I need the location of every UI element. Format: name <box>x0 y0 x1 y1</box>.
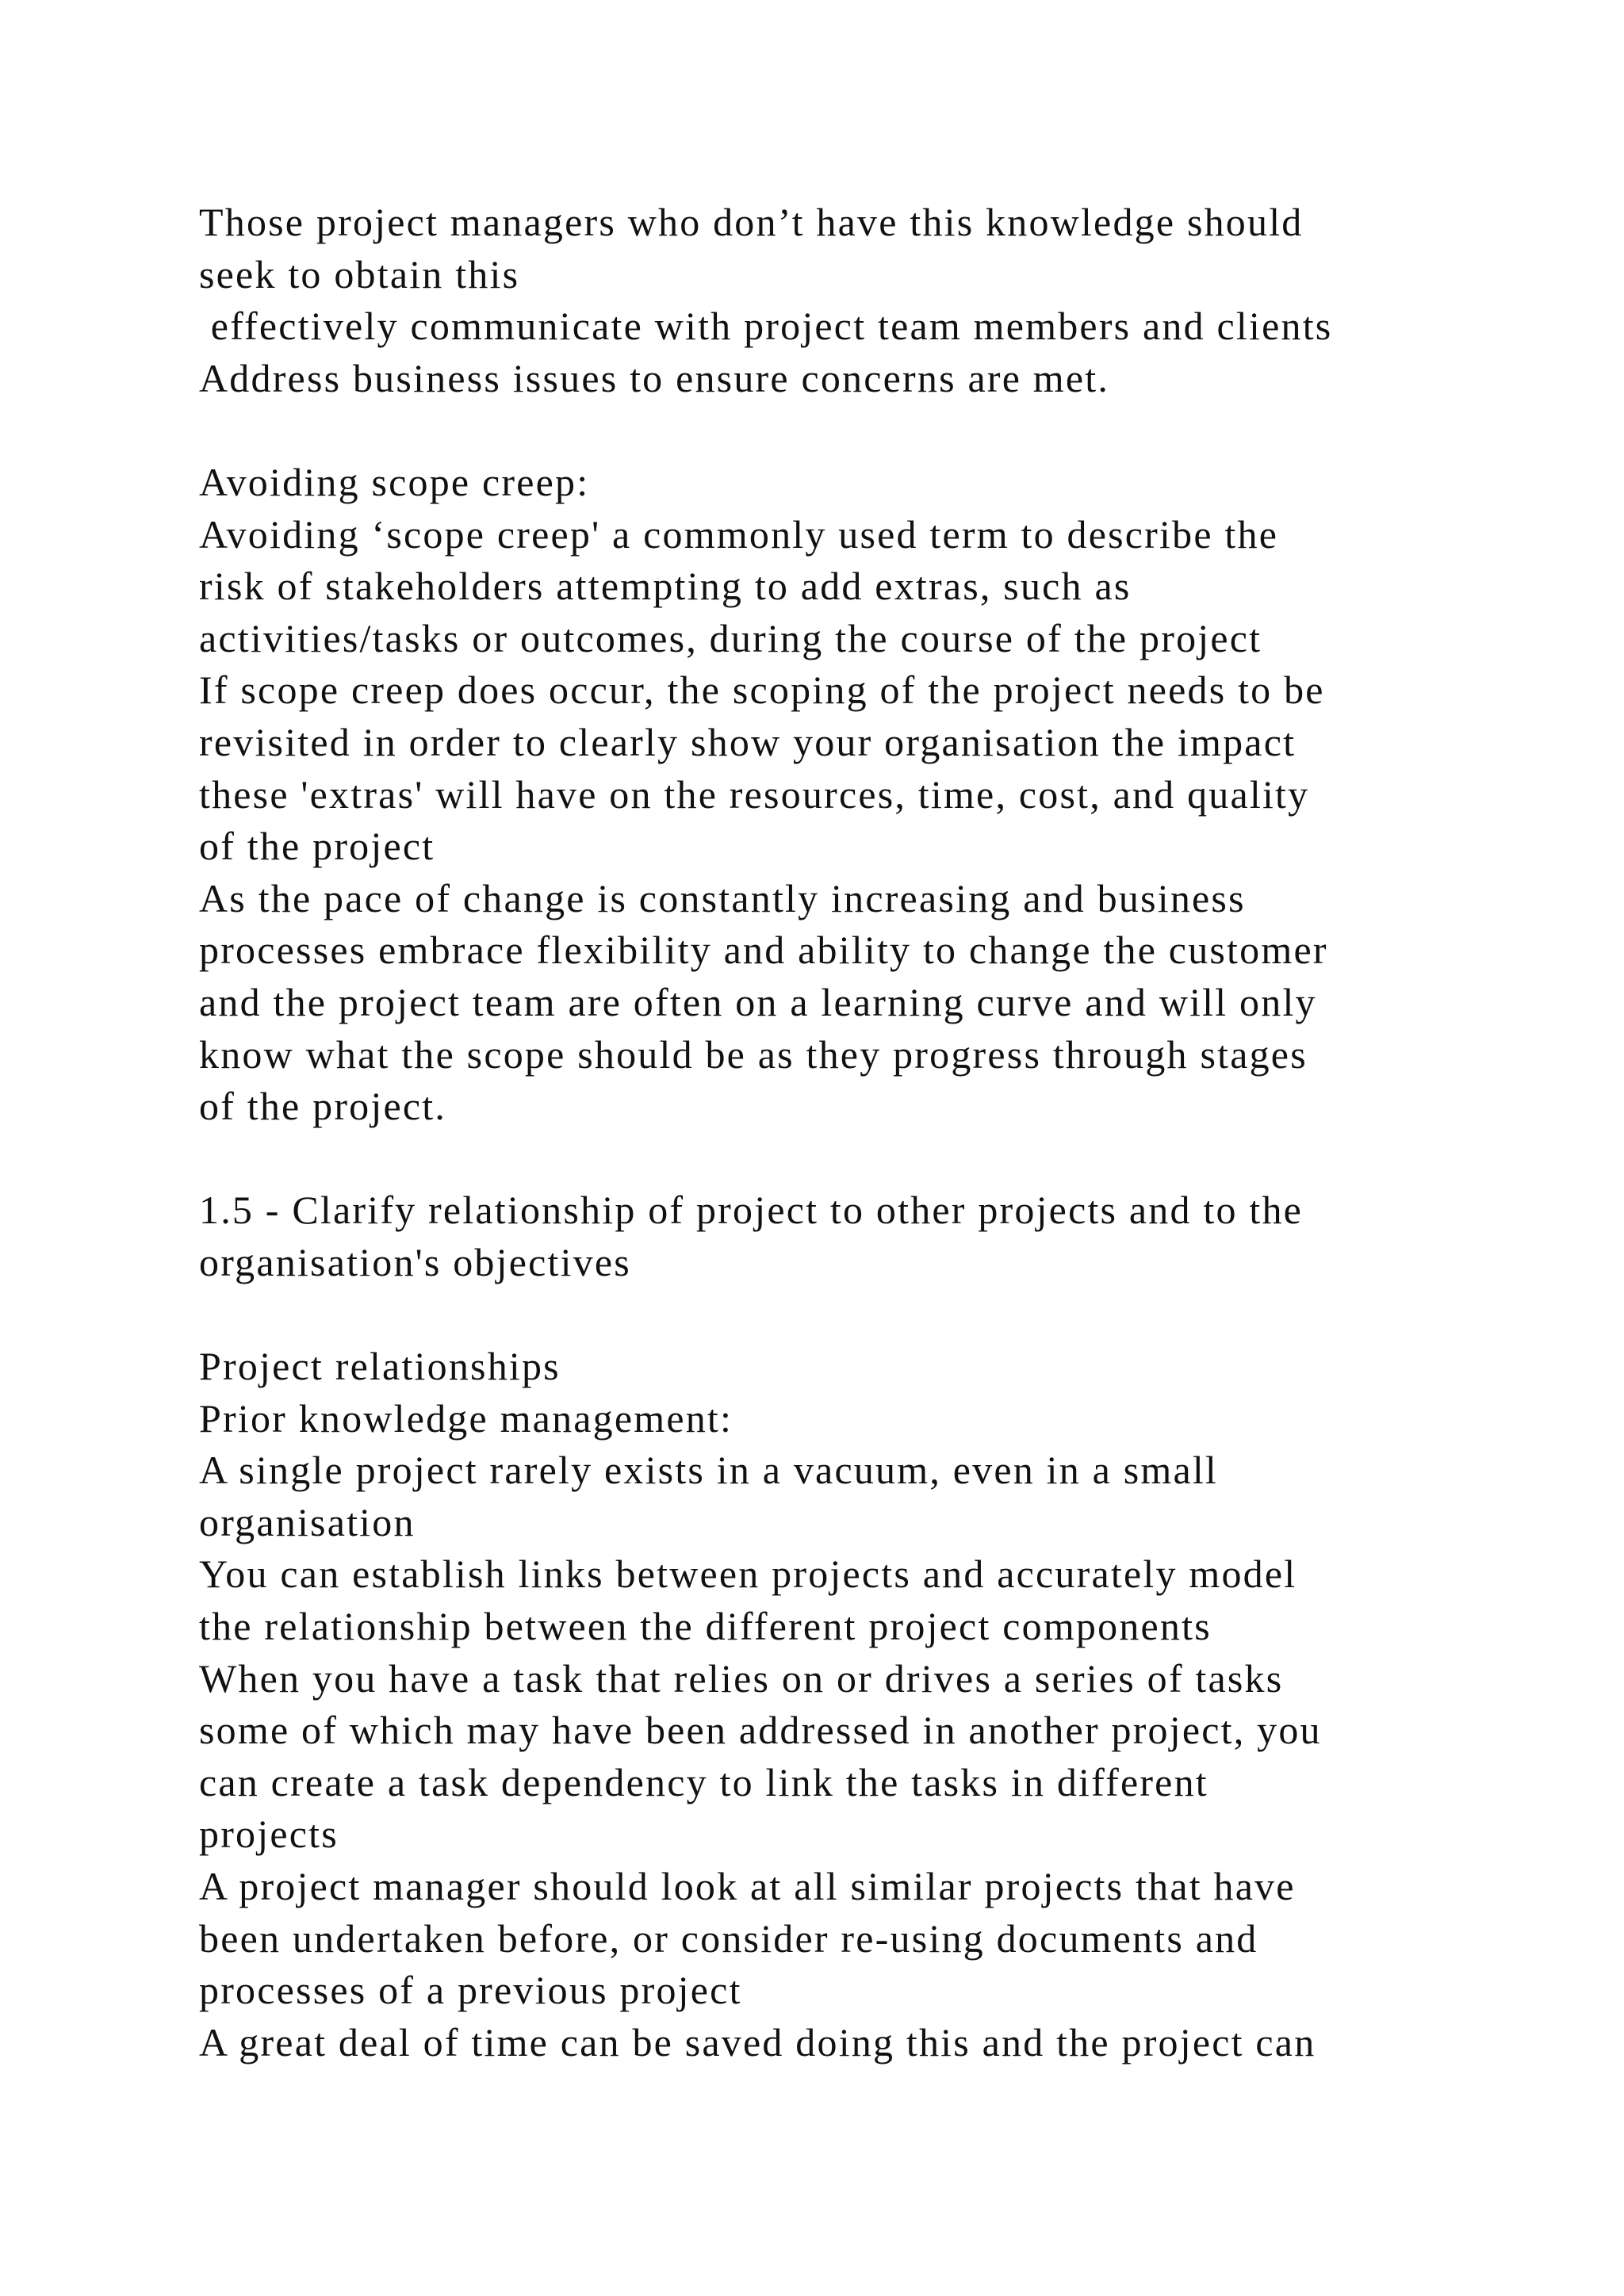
text-line: A project manager should look at all similar projects that have <box>199 1864 1296 1908</box>
text-line: activities/tasks or outcomes, during the course of the project <box>199 615 1262 660</box>
text-line: A single project rarely exists in a vacuum, even in a small <box>199 1448 1219 1493</box>
blank-line <box>199 404 1507 457</box>
section-heading: organisation's objectives <box>199 1239 631 1284</box>
text-line: been undertaken before, or consider re-using documents and <box>199 1915 1258 1961</box>
text-line: risk of stakeholders attempting to add extras, such as <box>199 564 1132 609</box>
document-body <box>199 197 1507 2068</box>
text-line: A great deal of time can be saved doing this and the project can <box>199 2019 1316 2064</box>
text-line: processes embrace flexibility and ability to change the customer <box>199 928 1328 973</box>
text-line: Avoiding ‘scope creep' a commonly used term to describe the <box>199 511 1279 557</box>
text-line: these 'extras' will have on the resources, time, cost, and quality <box>199 771 1310 817</box>
text-line: revisited in order to clearly show your organisation the impact <box>199 719 1297 764</box>
text-line: some of which may have been addressed in another project, you <box>199 1708 1322 1753</box>
text-line: processes of a previous project <box>199 1968 742 2013</box>
text-line: organisation <box>199 1499 416 1544</box>
text-line: Address business issues to ensure concerns are met. <box>199 355 1110 400</box>
text-line: effectively communicate with project team members and clients <box>199 304 1333 349</box>
text-line: the relationship between the different project components <box>199 1604 1212 1649</box>
text-line: If scope creep does occur, the scoping of the project needs to be <box>199 668 1325 713</box>
text-line: projects <box>199 1812 339 1857</box>
text-line: of the project <box>199 824 435 869</box>
text-line: You can establish links between projects and accurately model <box>199 1552 1297 1597</box>
blank-line <box>199 1288 1507 1341</box>
section-heading: Prior knowledge management: <box>199 1395 733 1441</box>
text-line: of the project. <box>199 1084 447 1129</box>
section-heading: 1.5 - Clarify relationship of project to other projects and to the <box>199 1188 1304 1233</box>
text-line: Those project managers who don’t have this knowledge should <box>199 200 1304 244</box>
section-heading: Project relationships <box>199 1344 561 1389</box>
section-heading: Avoiding scope creep: <box>199 459 590 504</box>
text-line: seek to obtain this <box>199 251 520 297</box>
text-line: know what the scope should be as they progress through stages <box>199 1031 1308 1077</box>
text-line: When you have a task that relies on or drives a series of tasks <box>199 1655 1284 1701</box>
text-line: As the pace of change is constantly increasing and business <box>199 875 1246 920</box>
text-line: can create a task dependency to link the tasks in different <box>199 1759 1208 1804</box>
text-line: and the project team are often on a learning curve and will only <box>199 979 1317 1024</box>
blank-line <box>199 1133 1507 1185</box>
